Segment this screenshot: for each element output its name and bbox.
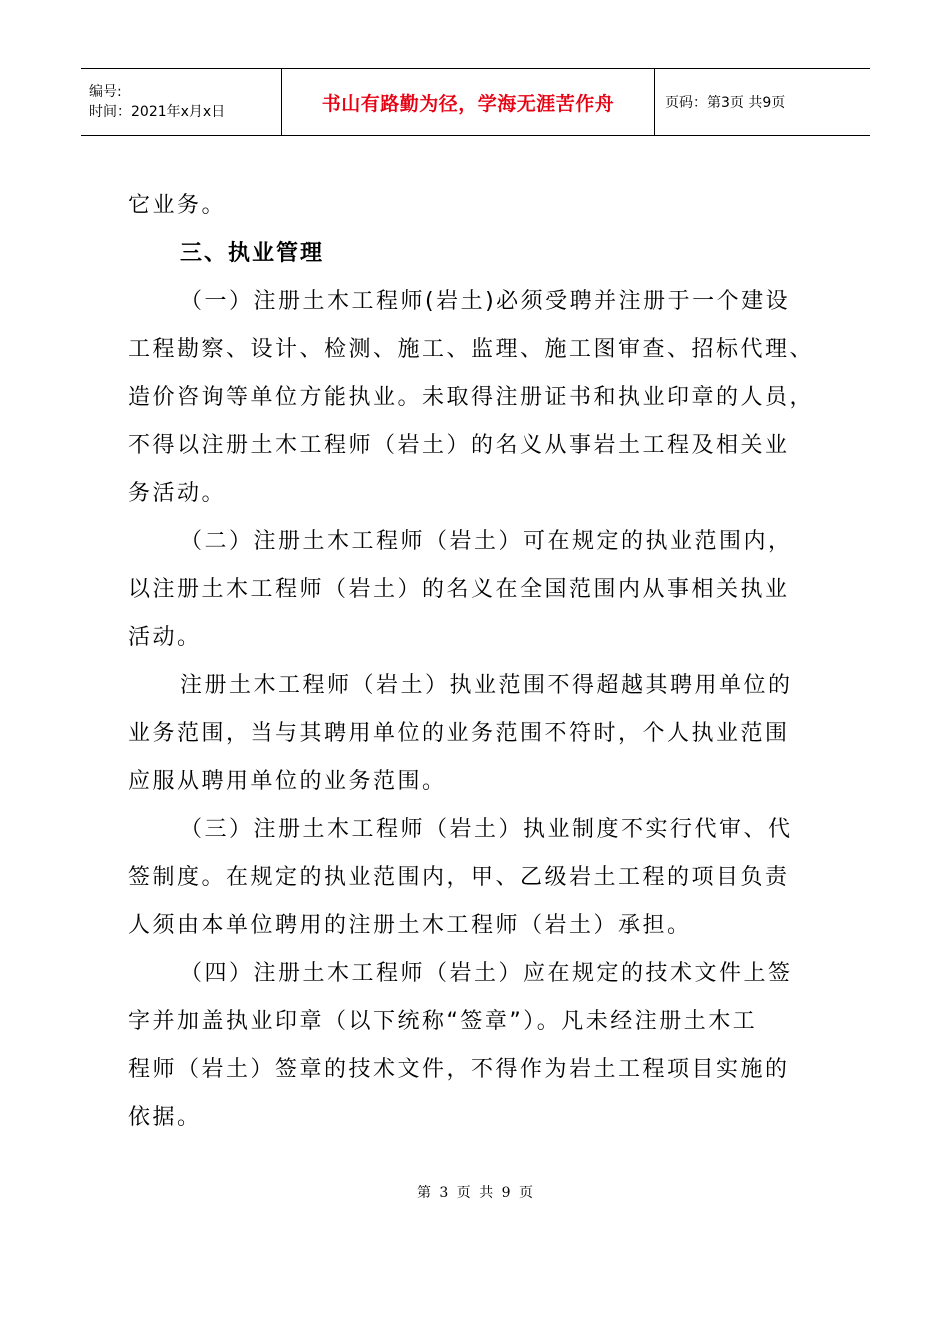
paragraph-line: 程师（岩土）签章的技术文件，不得作为岩土工程项目实施的 bbox=[128, 1057, 790, 1082]
page-header bbox=[81, 68, 870, 136]
paragraph-line: 人须由本单位聘用的注册土木工程师（岩土）承担。 bbox=[128, 913, 692, 938]
paragraph-line: 造价咨询等单位方能执业。未取得注册证书和执业印章的人员， bbox=[128, 385, 815, 410]
paragraph-line: 工程勘察、设计、检测、施工、监理、施工图审查、招标代理、 bbox=[128, 337, 815, 362]
paragraph-line: 以注册土木工程师（岩土）的名义在全国范围内从事相关执业 bbox=[128, 577, 790, 602]
header-motto: 书山有路勤为径，学海无涯苦作舟 bbox=[282, 69, 655, 135]
paragraph-line: 注册土木工程师（岩土）执业范围不得超越其聘用单位的 bbox=[180, 673, 793, 698]
paragraph-line: 业务范围，当与其聘用单位的业务范围不符时，个人执业范围 bbox=[128, 721, 790, 746]
header-meta bbox=[81, 69, 282, 135]
paragraph-line: （二）注册土木工程师（岩土）可在规定的执业范围内， bbox=[180, 529, 793, 554]
paragraph-line: 不得以注册土木工程师（岩土）的名义从事岩土工程及相关业 bbox=[128, 433, 790, 458]
section-heading: 三、执业管理 bbox=[180, 241, 325, 266]
paragraph-line: （一）注册土木工程师(岩土)必须受聘并注册于一个建设 bbox=[180, 289, 791, 314]
paragraph-line: 签制度。在规定的执业范围内，甲、乙级岩土工程的项目负责 bbox=[128, 865, 790, 890]
document-body bbox=[128, 182, 828, 1142]
paragraph-line: 它业务。 bbox=[128, 193, 227, 218]
paragraph-line: 活动。 bbox=[128, 625, 202, 650]
paragraph-line: 务活动。 bbox=[128, 481, 227, 506]
paragraph-line: （四）注册土木工程师（岩土）应在规定的技术文件上签 bbox=[180, 961, 793, 986]
paragraph-line: 依据。 bbox=[128, 1105, 202, 1130]
header-page-number: 页码：第3页 共9页 bbox=[665, 95, 786, 111]
paragraph-line: 字并加盖执业印章（以下统称“签章”）。凡未经注册土木工 bbox=[128, 1009, 758, 1034]
paragraph-line: （三）注册土木工程师（岩土）执业制度不实行代审、代 bbox=[180, 817, 793, 842]
page-footer: 第 3 页 共 9 页 bbox=[416, 1185, 534, 1201]
document-time-label: 时间：2021年x月x日 bbox=[89, 104, 226, 120]
paragraph-line: 应服从聘用单位的业务范围。 bbox=[128, 769, 447, 794]
document-number-label: 编号: bbox=[89, 84, 122, 100]
